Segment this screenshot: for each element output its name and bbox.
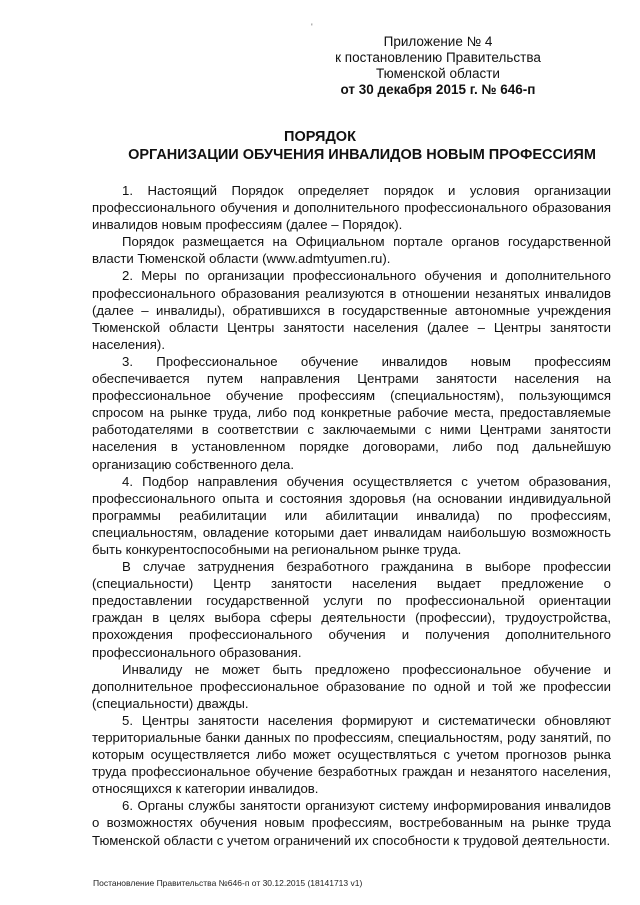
- paragraph: В случае затруднения безработного гражданина в выборе профессии (специальности) Центр занятости населения выдает предложение о предоставлении государственной услуги по профессиональной ориентации граждан в целях выбора сферы деятельности (профессии), трудоустройства, прохождения профессионального обучения и получения дополнительного профессионального образования.: [92, 559, 611, 660]
- document-title: [0, 128, 640, 164]
- title-line-2: ОРГАНИЗАЦИИ ОБУЧЕНИЯ ИНВАЛИДОВ НОВЫМ ПРОФЕССИЯМ: [128, 147, 596, 163]
- document-footer: Постановление Правительства №646-п от 30.12.2015 (18141713 v1): [93, 878, 363, 888]
- appendix-header: [288, 34, 588, 98]
- paragraph: Порядок размещается на Официальном портале органов государственной власти Тюменской области (www.admtyumen.ru).: [92, 234, 611, 267]
- title-line-1: ПОРЯДОК: [284, 129, 356, 145]
- paragraph: 3. Профессиональное обучение инвалидов новым профессиям обеспечивается путем направления Центрами занятости населения на профессиональное обучение профессиям (специальностям), пользующимся спросом на рынке труда, либо под конкретные рабочие места, предоставляемые работодателями в соответствии с заключаемыми с ними Центрами занятости населения в установленном порядке договорами, либо под дальнейшую организацию собственного дела.: [92, 353, 611, 472]
- paragraph: Инвалиду не может быть предложено профессиональное обучение и дополнительное профессиональное образование по одной и той же профессии (специальности) дважды.: [92, 661, 611, 711]
- paragraph: 5. Центры занятости населения формируют и систематически обновляют территориальные банки данных по профессиям, специальностям, роду занятий, по которым осуществляется либо может осуществляться с учетом прогнозов рынка труда профессиональное обучение безработных граждан и незанятого населения, относящихся к категории инвалидов.: [92, 712, 611, 797]
- paragraph: 6. Органы службы занятости организуют систему информирования инвалидов о возможностях обучения новым профессиям, востребованным на рынке труда Тюменской области с учетом ограничений их способности к трудовой деятельности.: [92, 798, 611, 848]
- paragraph: 2. Меры по организации профессионального обучения и дополнительного профессионального образования реализуются в отношении незанятых инвалидов (далее – инвалиды), обратившихся в государственные автономные учреждения Тюменской области Центры занятости населения (далее – Центры занятости населения).: [92, 268, 611, 352]
- appendix-number: Приложение № 4: [383, 34, 493, 49]
- document-body: [92, 182, 611, 849]
- paragraph: 1. Настоящий Порядок определяет порядок и условия организации профессионального обучения и дополнительного профессионального образования инвалидов новым профессиям (далее – Порядок).: [92, 183, 611, 233]
- appendix-ref-line: к постановлению Правительства: [335, 50, 541, 65]
- scan-mark: ʹ: [311, 22, 313, 32]
- paragraph: 4. Подбор направления обучения осуществляется с учетом образования, профессионального опыта и состояния здоровья (на основании индивидуальной программы реабилитации или абилитации инвалида) по профессиям, специальностям, овладение которыми дает инвалидам наибольшую возможность быть конкурентоспособными на региональном рынке труда.: [92, 473, 611, 557]
- appendix-region-line: Тюменской области: [376, 66, 500, 81]
- appendix-date-line: от 30 декабря 2015 г. № 646-п: [340, 82, 536, 97]
